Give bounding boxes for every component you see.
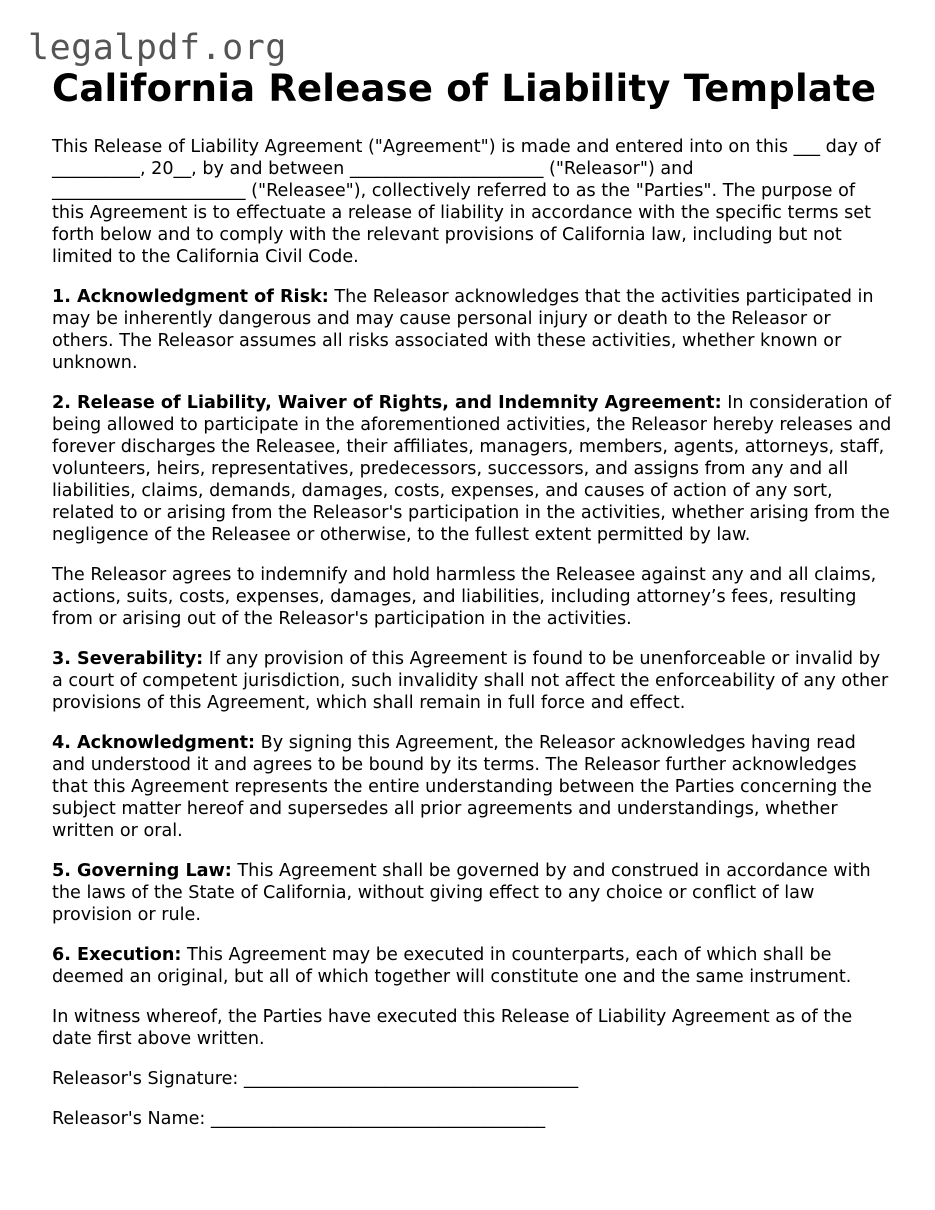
section-text: This Agreement may be executed in counterparts, each of which shall be deemed an original, but all of which together will constitute one and the same instrument. (52, 945, 852, 987)
watermark: legalpdf.org (28, 28, 287, 68)
intro-paragraph: This Release of Liability Agreement ("Agreement") is made and entered into on this ___ day of __________, 20__, by and between ______________________ ("Releasor") and ______________________ ("Releasee"), collectively referred to as the "Parties". The purpose of this Agreement is to effectuate a release of liability in accordance with the specific terms set forth below and to comply with the relevant provisions of California law, including but not limited to the California Civil Code. (52, 137, 881, 267)
section-heading: 6. Execution: (52, 945, 182, 965)
witness-paragraph: In witness whereof, the Parties have executed this Release of Liability Agreement as of the date first above written. (52, 1007, 853, 1049)
section-text: If any provision of this Agreement is found to be unenforceable or invalid by a court of competent jurisdiction, such invalidity shall not affect the enforceability of any other provisions of this Agreement, which shall remain in full force and effect. (52, 649, 889, 713)
section-heading: 5. Governing Law: (52, 861, 232, 881)
section-text: This Agreement shall be governed by and construed in accordance with the laws of the State of California, without giving effect to any choice or conflict of law provision or rule. (52, 861, 871, 925)
section-acknowledgment (52, 732, 892, 842)
section-heading: 2. Release of Liability, Waiver of Rights, and Indemnity Agreement: (52, 393, 722, 413)
document-page (52, 66, 892, 1148)
section-heading: 1. Acknowledgment of Risk: (52, 287, 329, 307)
document-body (52, 136, 892, 1130)
section-severability (52, 648, 892, 714)
releasor-name-line[interactable]: Releasor's Name: ______________________________________ (52, 1109, 546, 1129)
section-text: In consideration of being allowed to participate in the aforementioned activities, the Releasor hereby releases and forever discharges the Releasee, their affiliates, managers, members, agents, attorneys, staff, volunteers, heirs, representatives, predecessors, successors, and assigns from any and all liabilities, claims, demands, damages, costs, expenses, and causes of action of any sort, related to or arising from the Releasor's participation in the activities, whether arising from the negligence of the Releasee or otherwise, to the fullest extent permitted by law. (52, 393, 892, 545)
section-governing-law (52, 860, 892, 926)
section-acknowledgment-of-risk (52, 286, 892, 374)
section-text: The Releasor acknowledges that the activities participated in may be inherently dangerous and may cause personal injury or death to the Releasor or others. The Releasor assumes all risks associated with these activities, whether known or unknown. (52, 287, 874, 373)
section-heading: 3. Severability: (52, 649, 204, 669)
section-release-of-liability (52, 392, 892, 546)
section-execution (52, 944, 892, 988)
section-text: The Releasor agrees to indemnify and hold harmless the Releasee against any and all claims, actions, suits, costs, expenses, damages, and liabilities, including attorney’s fees, resulting from or arising out of the Releasor's participation in the activities. (52, 565, 877, 629)
releasor-signature-line[interactable]: Releasor's Signature: ______________________________________ (52, 1069, 579, 1089)
section-indemnify (52, 564, 892, 630)
document-title: California Release of Liability Template (52, 67, 877, 110)
section-heading: 4. Acknowledgment: (52, 733, 256, 753)
section-text: By signing this Agreement, the Releasor acknowledges having read and understood it and agrees to be bound by its terms. The Releasor further acknowledges that this Agreement represents the entire understanding between the Parties concerning the subject matter hereof and supersedes all prior agreements and understandings, whether written or oral. (52, 733, 872, 841)
